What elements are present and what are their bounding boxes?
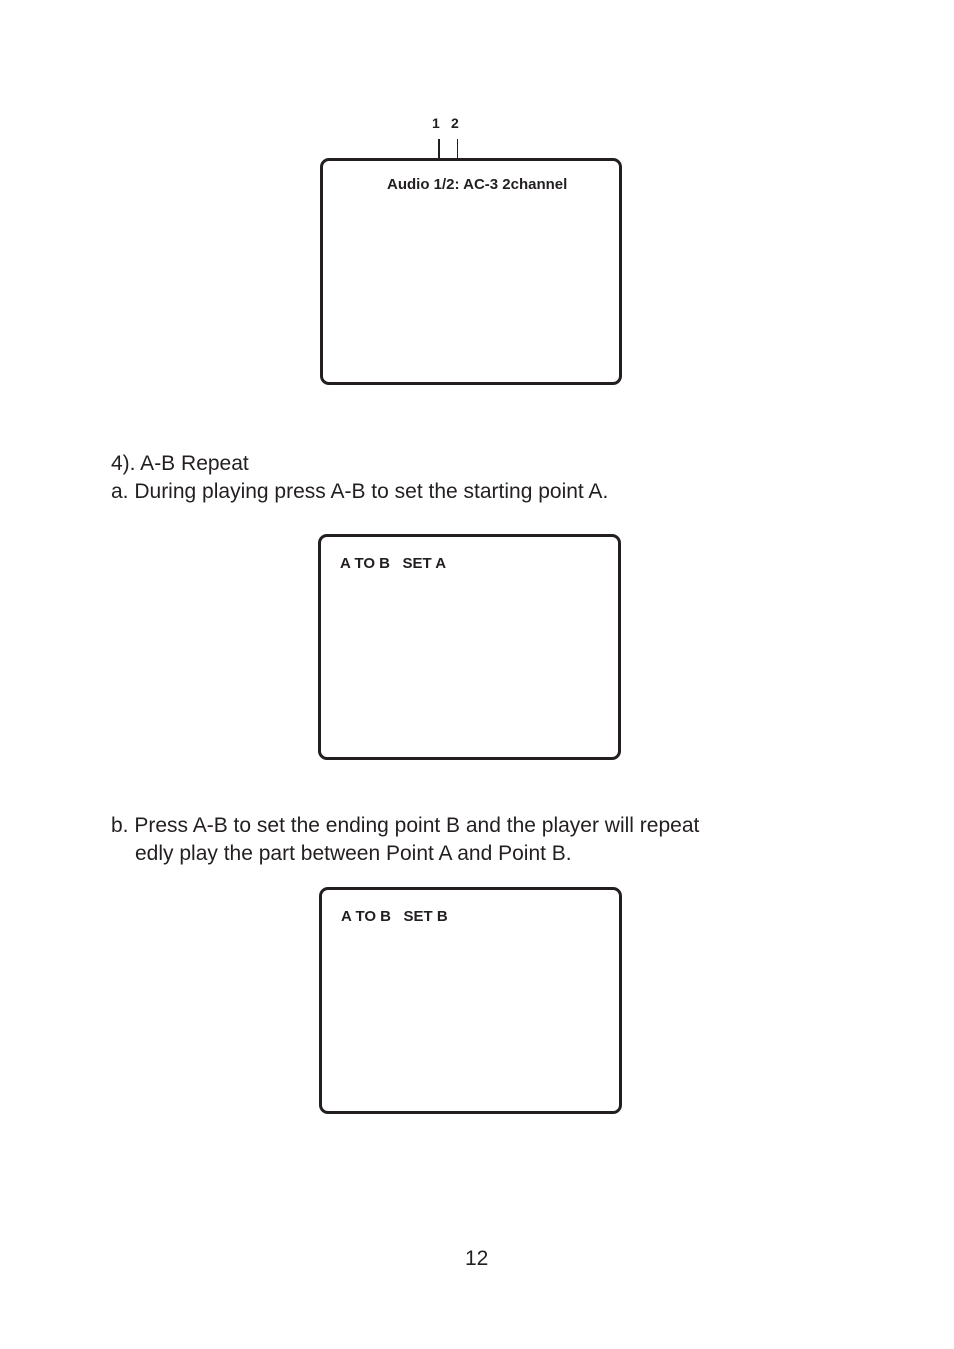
osd-audio-text: Audio 1/2: AC-3 2channel <box>387 176 568 193</box>
osd-set-b-text: A TO B SET B <box>341 908 448 925</box>
step-b-text-line2: edly play the part between Point A and Point B. <box>135 842 572 865</box>
callout-number-2: 2 <box>451 115 459 131</box>
osd-set-a-text: A TO B SET A <box>340 555 447 572</box>
callout-number-1: 1 <box>432 115 440 131</box>
section-heading: 4). A-B Repeat <box>111 452 249 475</box>
step-b-text-line1: b. Press A-B to set the ending point B and the player will repeat <box>111 814 700 837</box>
tv-screen-set-a <box>318 534 621 760</box>
page-number: 12 <box>465 1247 489 1270</box>
tv-screen-set-b <box>319 887 622 1114</box>
step-a-text: a. During playing press A-B to set the starting point A. <box>111 480 609 503</box>
tv-screen-audio <box>320 158 622 385</box>
